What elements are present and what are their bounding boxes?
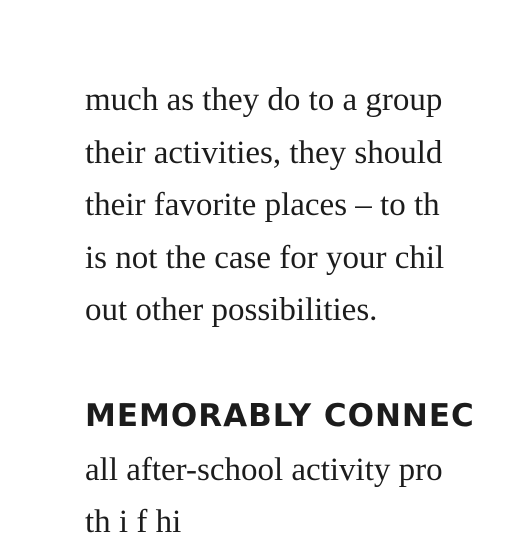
body-paragraph [85,78,444,341]
section-first-line: all after-school activity pro [85,452,443,488]
paragraph-line-5: out other possibilities. [85,292,378,328]
paragraph-line-2: their activities, they should [85,134,443,171]
paragraph-line-4: is not the case for your chil [85,239,445,276]
paragraph-line-3: their favorite places – to th [85,187,440,223]
paragraph-line-1: much as they do to a group [85,82,443,118]
section-heading: MEMORABLY CONNEC [85,398,475,434]
section-partial-line: th i f hi [85,504,182,540]
